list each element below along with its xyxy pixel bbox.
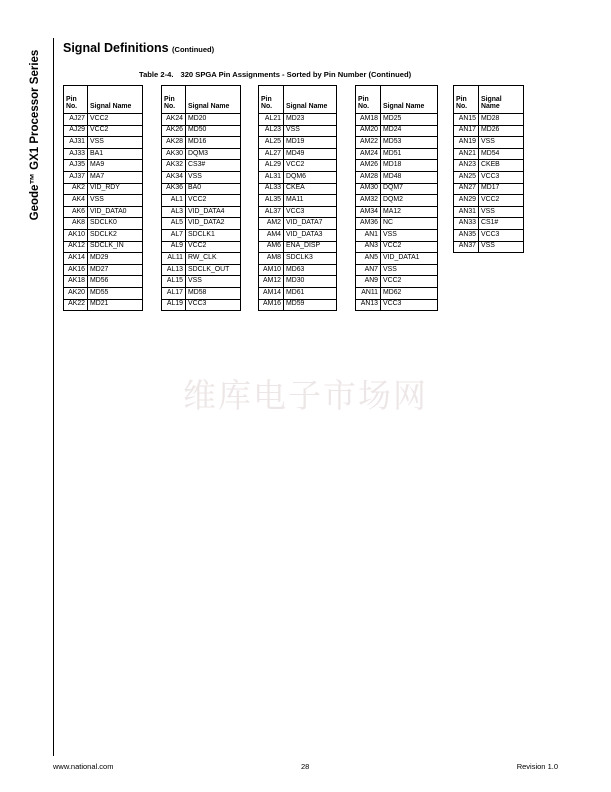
signal-name: VSS [186, 171, 241, 183]
table-row [162, 264, 241, 276]
pin-number: AL5 [162, 218, 186, 230]
signal-name: VSS [479, 137, 524, 149]
table-row [64, 299, 143, 311]
pin-number: AJ31 [64, 137, 88, 149]
pin-number: AL1 [162, 195, 186, 207]
signal-name: BA0 [186, 183, 241, 195]
pin-number: AK18 [64, 276, 88, 288]
table-header-row [454, 86, 524, 114]
signal-name: VID_DATA1 [381, 253, 438, 265]
pin-table-2 [161, 85, 241, 311]
signal-name: VSS [88, 195, 143, 207]
table-row [356, 299, 438, 311]
pin-header-line2: No. [456, 103, 468, 111]
table-row [356, 148, 438, 160]
table-caption [139, 70, 411, 79]
signal-name: SDCLK_IN [88, 241, 143, 253]
pin-number: AN9 [356, 276, 381, 288]
signal-name: VCC2 [479, 195, 524, 207]
pin-number: AN15 [454, 114, 479, 126]
footer-website: www.national.com [53, 762, 114, 771]
pin-number: AN13 [356, 299, 381, 311]
signal-name: MD61 [284, 287, 337, 299]
table-row [64, 206, 143, 218]
pin-number: AK6 [64, 206, 88, 218]
pin-number: AM24 [356, 148, 381, 160]
pin-number: AN29 [454, 195, 479, 207]
signal-name: DQM7 [381, 183, 438, 195]
table-row [454, 171, 524, 183]
pin-number: AM12 [259, 276, 284, 288]
signal-name: MD53 [381, 137, 438, 149]
pin-table-3 [258, 85, 337, 311]
signal-name: MD58 [186, 287, 241, 299]
pin-number: AL37 [259, 206, 284, 218]
signal-name: MD18 [381, 160, 438, 172]
pin-number: AN11 [356, 287, 381, 299]
table-row [259, 114, 337, 126]
table-row [64, 218, 143, 230]
signal-name: CKEB [479, 160, 524, 172]
signal-name: MD48 [381, 171, 438, 183]
pin-number: AM28 [356, 171, 381, 183]
watermark: 维库电子市场网 [183, 376, 428, 415]
signal-name: VID_DATA7 [284, 218, 337, 230]
table-row [356, 253, 438, 265]
table-row [259, 206, 337, 218]
pin-number: AK4 [64, 195, 88, 207]
pin-header-line1: Pin [456, 96, 467, 104]
table-row [259, 160, 337, 172]
table-row [356, 218, 438, 230]
pin-number: AJ33 [64, 148, 88, 160]
signal-name: VID_RDY [88, 183, 143, 195]
pin-number: AM30 [356, 183, 381, 195]
signal-name: MD20 [186, 114, 241, 126]
signal-name: DQM2 [381, 195, 438, 207]
table-row [259, 241, 337, 253]
signal-name: MD55 [88, 287, 143, 299]
pin-number: AN5 [356, 253, 381, 265]
signal-name: SDCLK1 [186, 229, 241, 241]
signal-name: RW_CLK [186, 253, 241, 265]
table-row [64, 114, 143, 126]
table-row [356, 137, 438, 149]
signal-name: VSS [381, 264, 438, 276]
signal-name: MD16 [186, 137, 241, 149]
table-row [356, 276, 438, 288]
signal-name: VCC2 [381, 276, 438, 288]
pin-number: AN35 [454, 229, 479, 241]
signal-name-header: Signal Name [479, 86, 524, 114]
table-row [454, 137, 524, 149]
pin-number-header [259, 86, 284, 114]
table-row [454, 241, 524, 253]
signal-name: SDCLK_OUT [186, 264, 241, 276]
table-row [162, 229, 241, 241]
pin-number: AJ35 [64, 160, 88, 172]
signal-name: CS1# [479, 218, 524, 230]
series-side-title [27, 40, 43, 230]
pin-number: AN1 [356, 229, 381, 241]
table-caption-text: 320 SPGA Pin Assignments - Sorted by Pin Number (Continued) [180, 70, 412, 79]
signal-name: VCC2 [186, 195, 241, 207]
pin-number: AL9 [162, 241, 186, 253]
pin-number: AM32 [356, 195, 381, 207]
pin-header-line1: Pin [164, 96, 175, 104]
signal-name: VSS [479, 206, 524, 218]
table-row [64, 253, 143, 265]
pin-number-header [356, 86, 381, 114]
table-row [162, 148, 241, 160]
pin-number: AK12 [64, 241, 88, 253]
signal-name: VSS [479, 241, 524, 253]
pin-number: AK26 [162, 125, 186, 137]
table-row [162, 137, 241, 149]
table-row [356, 114, 438, 126]
table-row [259, 218, 337, 230]
pin-number: AJ27 [64, 114, 88, 126]
page-heading [63, 41, 214, 55]
table-row [162, 299, 241, 311]
signal-name: MA9 [88, 160, 143, 172]
signal-name: VCC2 [284, 160, 337, 172]
pin-number: AM4 [259, 229, 284, 241]
pin-number: AK36 [162, 183, 186, 195]
table-row [454, 195, 524, 207]
table-row [64, 229, 143, 241]
pin-number: AM34 [356, 206, 381, 218]
pin-number: AL27 [259, 148, 284, 160]
signal-name-header: Signal Name [381, 86, 438, 114]
page-heading-continued: (Continued) [172, 45, 215, 54]
table-row [454, 229, 524, 241]
signal-name: MD23 [284, 114, 337, 126]
table-row [162, 125, 241, 137]
table-row [259, 148, 337, 160]
table-row [259, 125, 337, 137]
pin-header-line1: Pin [358, 96, 369, 104]
signal-name: MA7 [88, 171, 143, 183]
signal-name: MD27 [88, 264, 143, 276]
table-row [162, 276, 241, 288]
signal-name: VID_DATA4 [186, 206, 241, 218]
table-row [356, 183, 438, 195]
signal-name: VCC3 [479, 229, 524, 241]
pin-number: AM14 [259, 287, 284, 299]
pin-number: AM20 [356, 125, 381, 137]
pin-number: AJ37 [64, 171, 88, 183]
pin-number: AL29 [259, 160, 284, 172]
table-row [259, 137, 337, 149]
pin-table-1 [63, 85, 143, 311]
table-header-row [356, 86, 438, 114]
signal-name: MA12 [381, 206, 438, 218]
table-row [356, 171, 438, 183]
table-row [454, 125, 524, 137]
table-row [356, 125, 438, 137]
table-row [259, 287, 337, 299]
pin-number-header [162, 86, 186, 114]
table-header-row [162, 86, 241, 114]
pin-number: AK34 [162, 171, 186, 183]
pin-number: AL13 [162, 264, 186, 276]
table-row [454, 148, 524, 160]
series-side-title-text: Geode™ GX1 Processor Series [29, 49, 41, 221]
pin-number-header [454, 86, 479, 114]
table-row [259, 299, 337, 311]
table-row [64, 287, 143, 299]
signal-name: DQM6 [284, 171, 337, 183]
pin-number: AL11 [162, 253, 186, 265]
pin-table-4 [355, 85, 438, 311]
table-row [64, 125, 143, 137]
pin-number: AN25 [454, 171, 479, 183]
table-row [259, 264, 337, 276]
pin-number: AL19 [162, 299, 186, 311]
table-row [454, 183, 524, 195]
pin-number: AN33 [454, 218, 479, 230]
table-row [64, 276, 143, 288]
signal-name: VID_DATA2 [186, 218, 241, 230]
table-row [162, 183, 241, 195]
pin-header-line1: Pin [261, 96, 272, 104]
signal-name: ENA_DISP [284, 241, 337, 253]
pin-number: AK16 [64, 264, 88, 276]
signal-name: VID_DATA0 [88, 206, 143, 218]
signal-name: MD56 [88, 276, 143, 288]
table-row [356, 241, 438, 253]
signal-name: VCC3 [479, 171, 524, 183]
pin-number: AL35 [259, 195, 284, 207]
table-row [162, 241, 241, 253]
table-row [356, 229, 438, 241]
signal-name: MD51 [381, 148, 438, 160]
signal-name: VSS [381, 229, 438, 241]
pin-header-line2: No. [66, 103, 78, 111]
signal-name: MD30 [284, 276, 337, 288]
signal-name: VCC3 [381, 299, 438, 311]
signal-name: VCC3 [284, 206, 337, 218]
table-row [162, 206, 241, 218]
pin-number: AM22 [356, 137, 381, 149]
pin-number: AN7 [356, 264, 381, 276]
signal-name: NC [381, 218, 438, 230]
pin-number: AL3 [162, 206, 186, 218]
pin-number: AM10 [259, 264, 284, 276]
pin-number: AL31 [259, 171, 284, 183]
signal-name: MD17 [479, 183, 524, 195]
table-row [64, 148, 143, 160]
signal-name: MD54 [479, 148, 524, 160]
pin-header-line2: No. [261, 103, 273, 111]
signal-name: DQM3 [186, 148, 241, 160]
table-row [64, 195, 143, 207]
signal-name: VCC2 [88, 125, 143, 137]
signal-name: VSS [88, 137, 143, 149]
table-row [454, 114, 524, 126]
signal-name: MD21 [88, 299, 143, 311]
signal-name: MD62 [381, 287, 438, 299]
signal-name: CKEA [284, 183, 337, 195]
signal-name: MD25 [381, 114, 438, 126]
pin-number: AL7 [162, 229, 186, 241]
pin-header-line2: No. [164, 103, 176, 111]
pin-number: AN37 [454, 241, 479, 253]
pin-number: AL25 [259, 137, 284, 149]
table-row [64, 160, 143, 172]
signal-name: MD59 [284, 299, 337, 311]
pin-number: AM8 [259, 253, 284, 265]
table-row [454, 218, 524, 230]
table-row [162, 114, 241, 126]
signal-name: BA1 [88, 148, 143, 160]
pin-number: AK10 [64, 229, 88, 241]
pin-number: AL33 [259, 183, 284, 195]
pin-number-header [64, 86, 88, 114]
pin-number: AK28 [162, 137, 186, 149]
table-row [64, 183, 143, 195]
table-row [259, 171, 337, 183]
pin-number: AM16 [259, 299, 284, 311]
pin-number: AL15 [162, 276, 186, 288]
signal-name-header: Signal Name [88, 86, 143, 114]
pin-number: AL23 [259, 125, 284, 137]
table-row [259, 276, 337, 288]
pin-number: AM36 [356, 218, 381, 230]
pin-number: AN21 [454, 148, 479, 160]
signal-name: MD26 [479, 125, 524, 137]
pin-header-line2: No. [358, 103, 370, 111]
pin-table-5 [453, 85, 524, 253]
table-row [356, 195, 438, 207]
pin-number: AN17 [454, 125, 479, 137]
signal-name: VCC3 [186, 299, 241, 311]
signal-name-header: Signal Name [186, 86, 241, 114]
table-row [162, 195, 241, 207]
signal-name-header: Signal Name [284, 86, 337, 114]
table-row [259, 183, 337, 195]
pin-number: AN31 [454, 206, 479, 218]
table-row [162, 218, 241, 230]
pin-number: AM6 [259, 241, 284, 253]
table-row [64, 264, 143, 276]
pin-number: AK2 [64, 183, 88, 195]
signal-name: SDCLK2 [88, 229, 143, 241]
pin-number: AN23 [454, 160, 479, 172]
pin-number: AN27 [454, 183, 479, 195]
table-row [454, 160, 524, 172]
signal-name: MA11 [284, 195, 337, 207]
table-row [259, 253, 337, 265]
table-caption-number: Table 2-4. [139, 70, 174, 79]
pin-header-line1: Pin [66, 96, 77, 104]
signal-name: MD19 [284, 137, 337, 149]
pin-number: AK22 [64, 299, 88, 311]
signal-name: MD29 [88, 253, 143, 265]
table-row [64, 137, 143, 149]
table-row [259, 229, 337, 241]
signal-name: VCC2 [186, 241, 241, 253]
table-row [454, 206, 524, 218]
pin-number: AN19 [454, 137, 479, 149]
pin-number: AK30 [162, 148, 186, 160]
pin-number: AN3 [356, 241, 381, 253]
table-row [356, 206, 438, 218]
table-header-row [259, 86, 337, 114]
signal-name: VCC2 [381, 241, 438, 253]
footer-revision: Revision 1.0 [516, 762, 558, 771]
table-row [356, 160, 438, 172]
pin-number: AJ29 [64, 125, 88, 137]
pin-number: AL21 [259, 114, 284, 126]
pin-number: AL17 [162, 287, 186, 299]
signal-name: MD50 [186, 125, 241, 137]
signal-name: VSS [186, 276, 241, 288]
signal-name: VSS [284, 125, 337, 137]
table-row [64, 241, 143, 253]
signal-name: SDCLK0 [88, 218, 143, 230]
signal-name: SDCLK3 [284, 253, 337, 265]
pin-number: AK20 [64, 287, 88, 299]
table-row [356, 264, 438, 276]
table-row [64, 171, 143, 183]
pin-number: AK8 [64, 218, 88, 230]
table-row [162, 287, 241, 299]
signal-name: MD24 [381, 125, 438, 137]
pin-number: AK14 [64, 253, 88, 265]
signal-name: VID_DATA3 [284, 229, 337, 241]
table-row [162, 171, 241, 183]
footer-page-number: 28 [301, 762, 310, 771]
pin-number: AK32 [162, 160, 186, 172]
signal-name: VCC2 [88, 114, 143, 126]
table-header-row [64, 86, 143, 114]
pin-number: AM18 [356, 114, 381, 126]
table-row [162, 253, 241, 265]
table-row [259, 195, 337, 207]
signal-name: CS3# [186, 160, 241, 172]
signal-name: MD28 [479, 114, 524, 126]
signal-name: MD49 [284, 148, 337, 160]
page-heading-title: Signal Definitions [63, 41, 169, 55]
table-row [356, 287, 438, 299]
table-row [162, 160, 241, 172]
pin-number: AK24 [162, 114, 186, 126]
pin-number: AM2 [259, 218, 284, 230]
pin-number: AM26 [356, 160, 381, 172]
signal-name: MD63 [284, 264, 337, 276]
